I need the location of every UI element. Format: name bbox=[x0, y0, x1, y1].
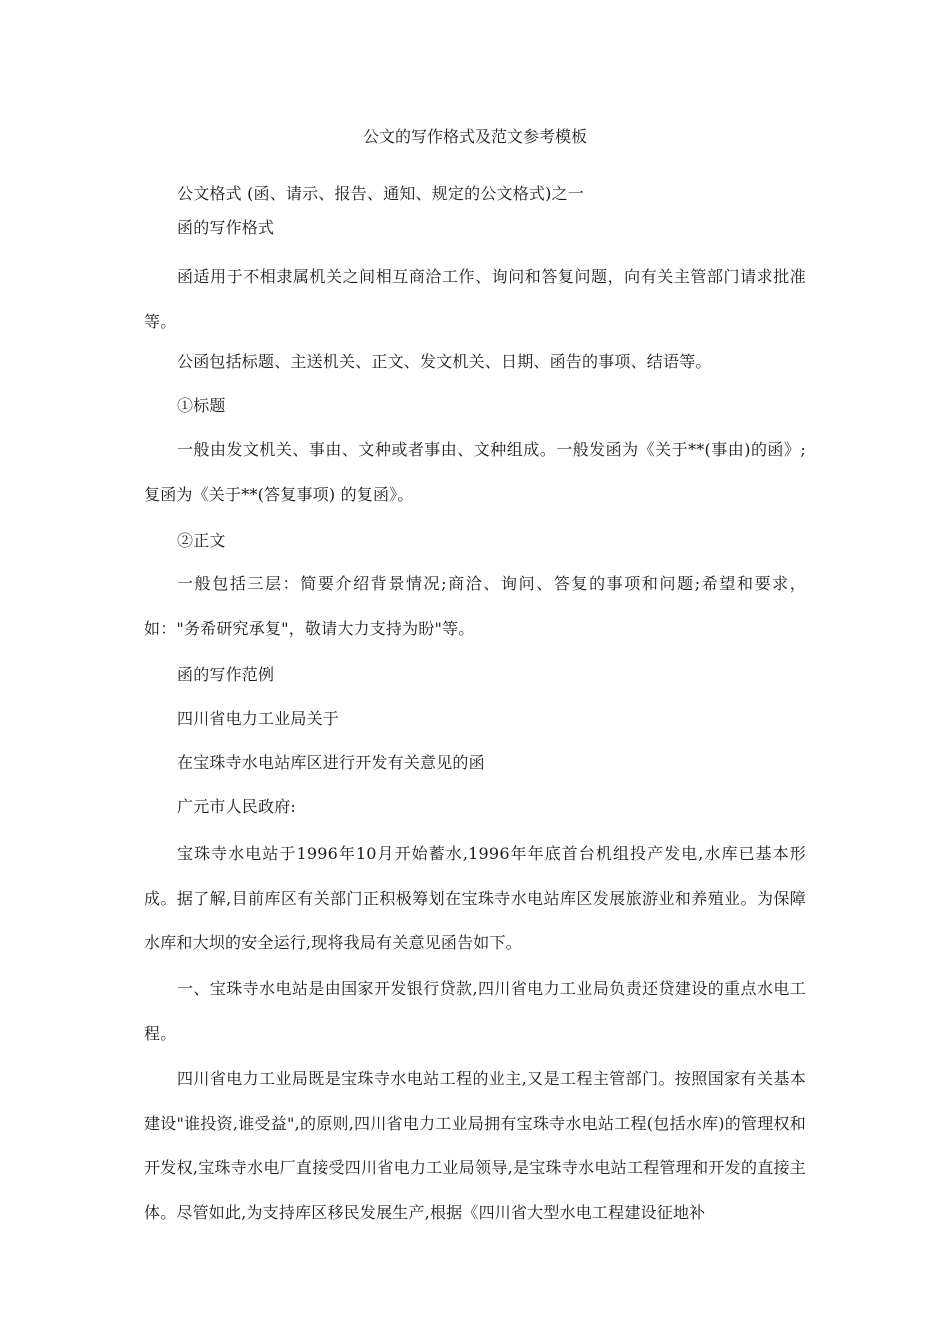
paragraph-example-title-line2: 在宝珠寺水电站库区进行开发有关意见的函 bbox=[177, 753, 485, 772]
paragraph-management: 四川省电力工业局既是宝珠寺水电站工程的业主,又是工程主管部门。按照国家有关基本建设"谁投资,谁受益",的原则,四川省电力工业局拥有宝珠寺水电站工程(包括水库)的管理权和开发权,宝珠寺水电厂直接受四川省电力工业局领导,是宝珠寺水电站工程管理和开发的直接主体。尽管如此,为支持库区移民发展生产,根据《四川省大型水电工程建设征地补 bbox=[144, 1069, 806, 1222]
paragraph-letter-definition: 函适用于不相隶属机关之间相互商洽工作、询问和答复问题，向有关主管部门请求批准等。 bbox=[144, 267, 806, 331]
paragraph-letter-format: 函的写作格式 bbox=[177, 218, 275, 237]
paragraph-example-title-line1: 四川省电力工业局关于 bbox=[177, 709, 340, 728]
paragraph-background: 宝珠寺水电站于1996年10月开始蓄水,1996年年底首台机组投产发电,水库已基本形成。据了解,目前库区有关部门正积极筹划在宝珠寺水电站库区发展旅游业和养殖业。为保障水库和大坝的安全运行,现将我局有关意见函告如下。 bbox=[144, 844, 806, 953]
paragraph-body-heading: ②正文 bbox=[177, 531, 226, 550]
paragraph-format-heading: 公文格式 (函、请示、报告、通知、规定的公文格式)之一 bbox=[177, 184, 584, 203]
paragraph-title-description: 一般由发文机关、事由、文种或者事由、文种组成。一般发函为《关于**(事由)的函》; 复函为《关于**(答复事项) 的复函》。 bbox=[144, 440, 806, 504]
paragraph-title-heading: ①标题 bbox=[177, 396, 226, 415]
paragraph-recipient: 广元市人民政府: bbox=[177, 797, 296, 816]
paragraph-letter-components: 公函包括标题、主送机关、正文、发文机关、日期、函告的事项、结语等。 bbox=[177, 352, 712, 371]
document-title: 公文的写作格式及范文参考模板 bbox=[362, 127, 587, 146]
paragraph-body-description: 一般包括三层：简要介绍背景情况;商洽、询问、答复的事项和问题;希望和要求，如："务希研究承复"，敬请大力支持为盼"等。 bbox=[144, 574, 806, 638]
paragraph-example-heading: 函的写作范例 bbox=[177, 665, 275, 684]
paragraph-point-one: 一、宝珠寺水电站是由国家开发银行贷款,四川省电力工业局负责还贷建设的重点水电工程。 bbox=[144, 979, 806, 1043]
